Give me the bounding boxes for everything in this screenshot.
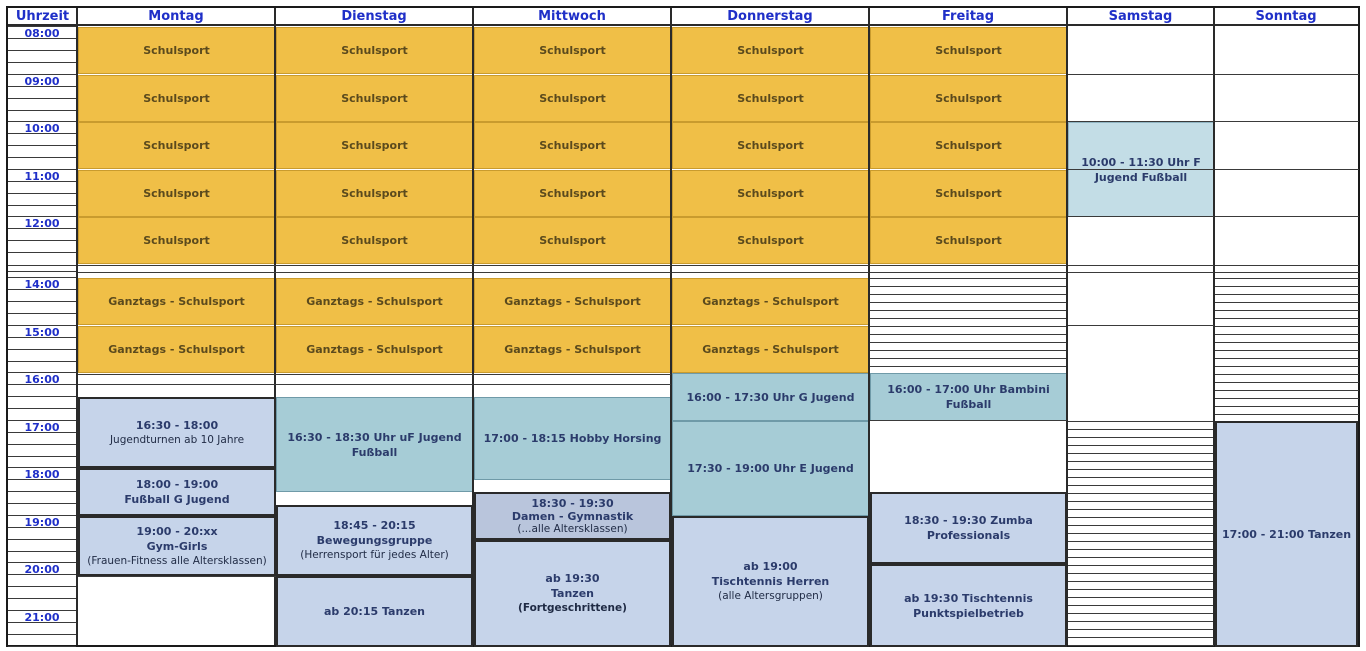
stripe-line [1215,414,1359,415]
event-line: Jugend Fußball [1094,170,1188,184]
time-tick [8,110,76,111]
stripe-line [870,358,1067,359]
row-divider [78,272,276,273]
event-damen-gymnastik[interactable] [474,492,671,540]
row-divider [1215,169,1359,170]
stripe-line [1068,629,1214,630]
event-schulsport[interactable] [78,122,275,169]
stripe-line [1068,437,1214,438]
stripe-line [1215,350,1359,351]
event-ganztags-schulsport[interactable] [474,326,671,373]
stripe-line [1068,501,1214,502]
row-divider [1068,216,1214,217]
time-tick [8,157,76,158]
column-divider [670,8,672,645]
time-tick [8,349,76,350]
event-name: Schulsport [143,92,210,105]
event-name: Schulsport [935,139,1002,152]
row-divider [1068,169,1214,170]
column-divider [1213,8,1215,645]
event-time: ab 19:30 [545,572,600,585]
column-divider [868,8,870,645]
stripe-line [1215,406,1359,407]
time-label: 20:00 [24,563,60,576]
event-name: Ganztags - Schulsport [108,295,245,308]
stripe-line [1068,557,1214,558]
event-name: Gym-Girls [146,539,208,553]
row-divider [78,384,276,385]
event-schulsport[interactable] [870,75,1067,122]
stripe-line [1068,461,1214,462]
event-name: Schulsport [143,139,210,152]
event-schulsport[interactable] [870,170,1067,217]
header-donnerstag: Donnerstag [671,8,869,26]
event-schulsport[interactable] [276,27,473,74]
column-divider [1066,8,1068,645]
time-label: 17:00 [24,421,60,434]
event-schulsport[interactable] [276,217,473,264]
row-divider [1068,325,1214,326]
event-name: Schulsport [935,44,1002,57]
row-divider [276,374,473,375]
stripe-line [1215,374,1359,375]
stripe-line [1068,453,1214,454]
event-schulsport[interactable] [474,217,671,264]
event-zumba[interactable] [870,492,1067,564]
time-tick [8,539,76,540]
event-line: Fußball [945,398,992,411]
time-tick [8,456,76,457]
event-name: Schulsport [143,234,210,247]
header-dienstag: Dienstag [275,8,473,26]
event-schulsport[interactable] [474,75,671,122]
event-hobby-horsing[interactable] [474,397,671,480]
time-tick [8,62,76,63]
event-name: Schulsport [539,92,606,105]
time-label: 19:00 [24,516,60,529]
event-time: 18:30 - 19:30 [531,496,614,510]
schedule-grid [6,6,1360,647]
event-tanzen-sonntag[interactable] [1215,421,1358,647]
stripe-line [1068,477,1214,478]
time-tick [8,361,76,362]
event-schulsport[interactable] [474,122,671,169]
stripe-line [870,366,1067,367]
time-label: 18:00 [24,468,60,481]
row-divider [474,374,671,375]
row-divider [474,272,671,273]
time-tick [8,503,76,504]
time-tick [8,145,76,146]
event-name: Bewegungsgruppe [316,534,433,547]
event-time: 18:00 - 19:00 [135,478,219,491]
event-name: Ganztags - Schulsport [702,343,839,356]
event-line: Punktspielbetrieb [913,606,1024,620]
event-schulsport[interactable] [276,122,473,169]
event-name: 17:30 - 19:00 Uhr E Jugend [687,462,854,475]
event-time: ab 19:00 [743,560,798,573]
event-name: 17:00 - 21:00 Tanzen [1221,527,1352,541]
stripe-line [1215,294,1359,295]
event-ganztags-schulsport[interactable] [78,326,275,373]
stripe-line [1068,637,1214,638]
stripe-line [1215,398,1359,399]
time-tick [8,271,76,272]
event-schulsport[interactable] [870,122,1067,169]
row-divider [1068,74,1214,75]
event-ganztags-schulsport[interactable] [276,326,473,373]
event-schulsport[interactable] [870,27,1067,74]
event-bambini-fussball[interactable] [870,373,1067,421]
event-name: Schulsport [737,92,804,105]
time-tick [8,444,76,445]
event-name: Schulsport [737,187,804,200]
time-tick [8,193,76,194]
event-name: Ganztags - Schulsport [108,343,245,356]
event-name: Jugendturnen ab 10 Jahre [109,433,245,446]
stripe-line [1068,469,1214,470]
event-name: Schulsport [539,44,606,57]
stripe-line [1068,597,1214,598]
event-name: Schulsport [935,234,1002,247]
time-label: 11:00 [24,170,60,183]
event-time: 19:00 - 20:xx [136,524,218,538]
column-divider [274,8,276,645]
time-tick [8,634,76,635]
stripe-line [1068,525,1214,526]
event-note: (Frauen-Fitness alle Altersklassen) [87,554,267,567]
header-uhrzeit: Uhrzeit [8,8,77,26]
stripe-line [1068,645,1214,646]
event-name: Ganztags - Schulsport [504,343,641,356]
event-line: Professionals [926,529,1011,542]
event-note: (Herrensport für jedes Alter) [300,549,449,561]
event-name: Tanzen [550,587,595,600]
stripe-line [1215,366,1359,367]
time-tick [8,240,76,241]
time-tick [8,313,76,314]
event-name: Fußball G Jugend [124,493,230,506]
event-name: Schulsport [539,234,606,247]
stripe-line [870,310,1067,311]
stripe-line [870,302,1067,303]
event-line: 10:00 - 11:30 Uhr F [1081,155,1201,169]
event-schulsport[interactable] [474,27,671,74]
event-schulsport[interactable] [672,75,869,122]
event-jugendturnen[interactable] [78,397,276,468]
event-time: 16:30 - 18:30 Uhr uF Jugend [287,430,462,444]
event-bewegungsgruppe[interactable] [276,505,473,576]
time-tick [8,252,76,253]
event-schulsport[interactable] [276,75,473,122]
event-name: Schulsport [935,92,1002,105]
row-divider [276,265,473,266]
stripe-line [870,334,1067,335]
event-name: 17:00 - 18:15 Hobby Horsing [483,432,662,445]
row-divider [276,272,473,273]
header-montag: Montag [77,8,275,26]
row-divider [1215,121,1359,122]
row-divider [1068,121,1214,122]
row-divider [870,265,1067,266]
event-name: Ganztags - Schulsport [702,295,839,308]
stripe-line [1068,445,1214,446]
event-schulsport[interactable] [672,217,869,264]
stripe-line [1068,517,1214,518]
event-name: Schulsport [539,187,606,200]
event-name: Ganztags - Schulsport [306,295,443,308]
header-samstag: Samstag [1067,8,1214,26]
event-tanzen-mittwoch[interactable] [474,540,671,647]
time-tick [8,551,76,552]
time-tick [8,265,76,266]
row-divider [1068,272,1214,273]
stripe-line [1068,573,1214,574]
stripe-line [1068,605,1214,606]
header-sonntag: Sonntag [1214,8,1358,26]
header-mittwoch: Mittwoch [473,8,671,26]
time-tick [8,205,76,206]
event-ganztags-schulsport[interactable] [672,326,869,373]
time-label: 21:00 [24,611,60,624]
stripe-line [1068,485,1214,486]
row-divider [474,384,671,385]
row-divider [870,420,1067,421]
event-name: Schulsport [341,139,408,152]
row-divider [78,265,276,266]
stripe-line [1215,302,1359,303]
event-ganztags-schulsport[interactable] [474,278,671,325]
stripe-line [1068,549,1214,550]
column-divider [472,8,474,645]
event-g-jugend-donnerstag[interactable] [672,373,869,421]
header-freitag: Freitag [869,8,1067,26]
event-tischtennis-herren[interactable] [672,516,869,647]
time-tick [8,598,76,599]
row-divider [1215,74,1359,75]
event-schulsport[interactable] [78,217,275,264]
event-schulsport[interactable] [870,217,1067,264]
time-tick [8,50,76,51]
event-line: 16:00 - 17:00 Uhr Bambini [887,383,1050,396]
time-tick [8,646,76,647]
event-name: Tischtennis Herren [711,575,830,588]
event-gym-girls[interactable] [78,516,276,576]
row-divider [1215,272,1359,273]
stripe-line [1215,278,1359,279]
time-tick [8,408,76,409]
time-label: 15:00 [24,326,60,339]
stripe-line [870,318,1067,319]
row-divider [78,374,276,375]
row-divider [474,265,671,266]
stripe-line [1215,286,1359,287]
row-divider [672,265,869,266]
stripe-line [1215,342,1359,343]
event-schulsport[interactable] [672,170,869,217]
event-uf-jugend-fussball[interactable] [276,397,473,492]
event-name: Schulsport [539,139,606,152]
event-schulsport[interactable] [474,170,671,217]
event-name: Schulsport [737,234,804,247]
event-fussball-g-jugend[interactable] [78,468,276,516]
row-divider [78,576,276,577]
event-ganztags-schulsport[interactable] [276,278,473,325]
event-tischtennis-punktspiel[interactable] [870,564,1067,647]
stripe-line [870,326,1067,327]
event-name: Damen - Gymnastik [511,509,634,523]
time-tick [8,396,76,397]
event-time: 16:30 - 18:00 [135,418,219,432]
stripe-line [1215,390,1359,391]
event-schulsport[interactable] [672,122,869,169]
event-ganztags-schulsport[interactable] [672,278,869,325]
event-name: Schulsport [737,44,804,57]
time-label: 09:00 [24,75,60,88]
stripe-line [1068,541,1214,542]
event-name: 16:00 - 17:30 Uhr G Jugend [686,390,855,404]
event-name: Schulsport [143,187,210,200]
time-tick [8,301,76,302]
time-label: 14:00 [24,278,60,291]
event-name: Ganztags - Schulsport [504,295,641,308]
event-time: 18:45 - 20:15 [333,519,416,532]
event-name: Fußball [351,445,398,459]
event-name: Ganztags - Schulsport [306,343,443,356]
stripe-line [1068,565,1214,566]
stripe-line [1068,581,1214,582]
stripe-line [1068,533,1214,534]
event-name: ab 20:15 Tanzen [323,605,425,618]
event-note: (Fortgeschrittene) [518,602,627,614]
stripe-line [870,350,1067,351]
row-divider [1215,216,1359,217]
row-divider [1215,265,1359,266]
event-name: Schulsport [341,187,408,200]
stripe-line [1215,334,1359,335]
row-divider [870,272,1067,273]
event-name: Schulsport [341,234,408,247]
row-divider [672,272,869,273]
stripe-line [870,278,1067,279]
stripe-line [1068,509,1214,510]
stripe-line [1068,421,1214,422]
event-name: Schulsport [341,92,408,105]
stripe-line [870,294,1067,295]
time-label: 16:00 [24,373,60,386]
event-schulsport[interactable] [672,27,869,74]
time-label: 08:00 [24,27,60,40]
event-note: (...alle Altersklassen) [517,522,628,535]
event-name: Schulsport [935,187,1002,200]
row-divider [1068,265,1214,266]
event-schulsport[interactable] [276,170,473,217]
stripe-line [1215,358,1359,359]
stripe-line [1068,589,1214,590]
time-tick [8,586,76,587]
row-divider [276,384,473,385]
stripe-line [870,286,1067,287]
event-schulsport[interactable] [78,27,275,74]
event-line: ab 19:30 Tischtennis [904,591,1033,605]
event-schulsport[interactable] [78,75,275,122]
stripe-line [1068,493,1214,494]
stripe-line [1215,382,1359,383]
event-e-jugend[interactable] [672,421,869,516]
time-label: 10:00 [24,122,60,135]
event-tanzen-dienstag[interactable] [276,576,473,647]
time-label: 12:00 [24,217,60,230]
stripe-line [1068,621,1214,622]
stripe-line [1215,318,1359,319]
event-note: (alle Altersgruppen) [718,590,823,602]
time-tick [8,491,76,492]
event-name: Schulsport [143,44,210,57]
stripe-line [870,342,1067,343]
event-schulsport[interactable] [78,170,275,217]
event-line: 18:30 - 19:30 Zumba [904,514,1033,527]
stripe-line [1215,310,1359,311]
stripe-line [1068,429,1214,430]
column-divider [76,8,78,645]
event-ganztags-schulsport[interactable] [78,278,275,325]
stripe-line [1068,613,1214,614]
event-name: Schulsport [737,139,804,152]
stripe-line [1215,326,1359,327]
time-tick [8,98,76,99]
event-name: Schulsport [341,44,408,57]
